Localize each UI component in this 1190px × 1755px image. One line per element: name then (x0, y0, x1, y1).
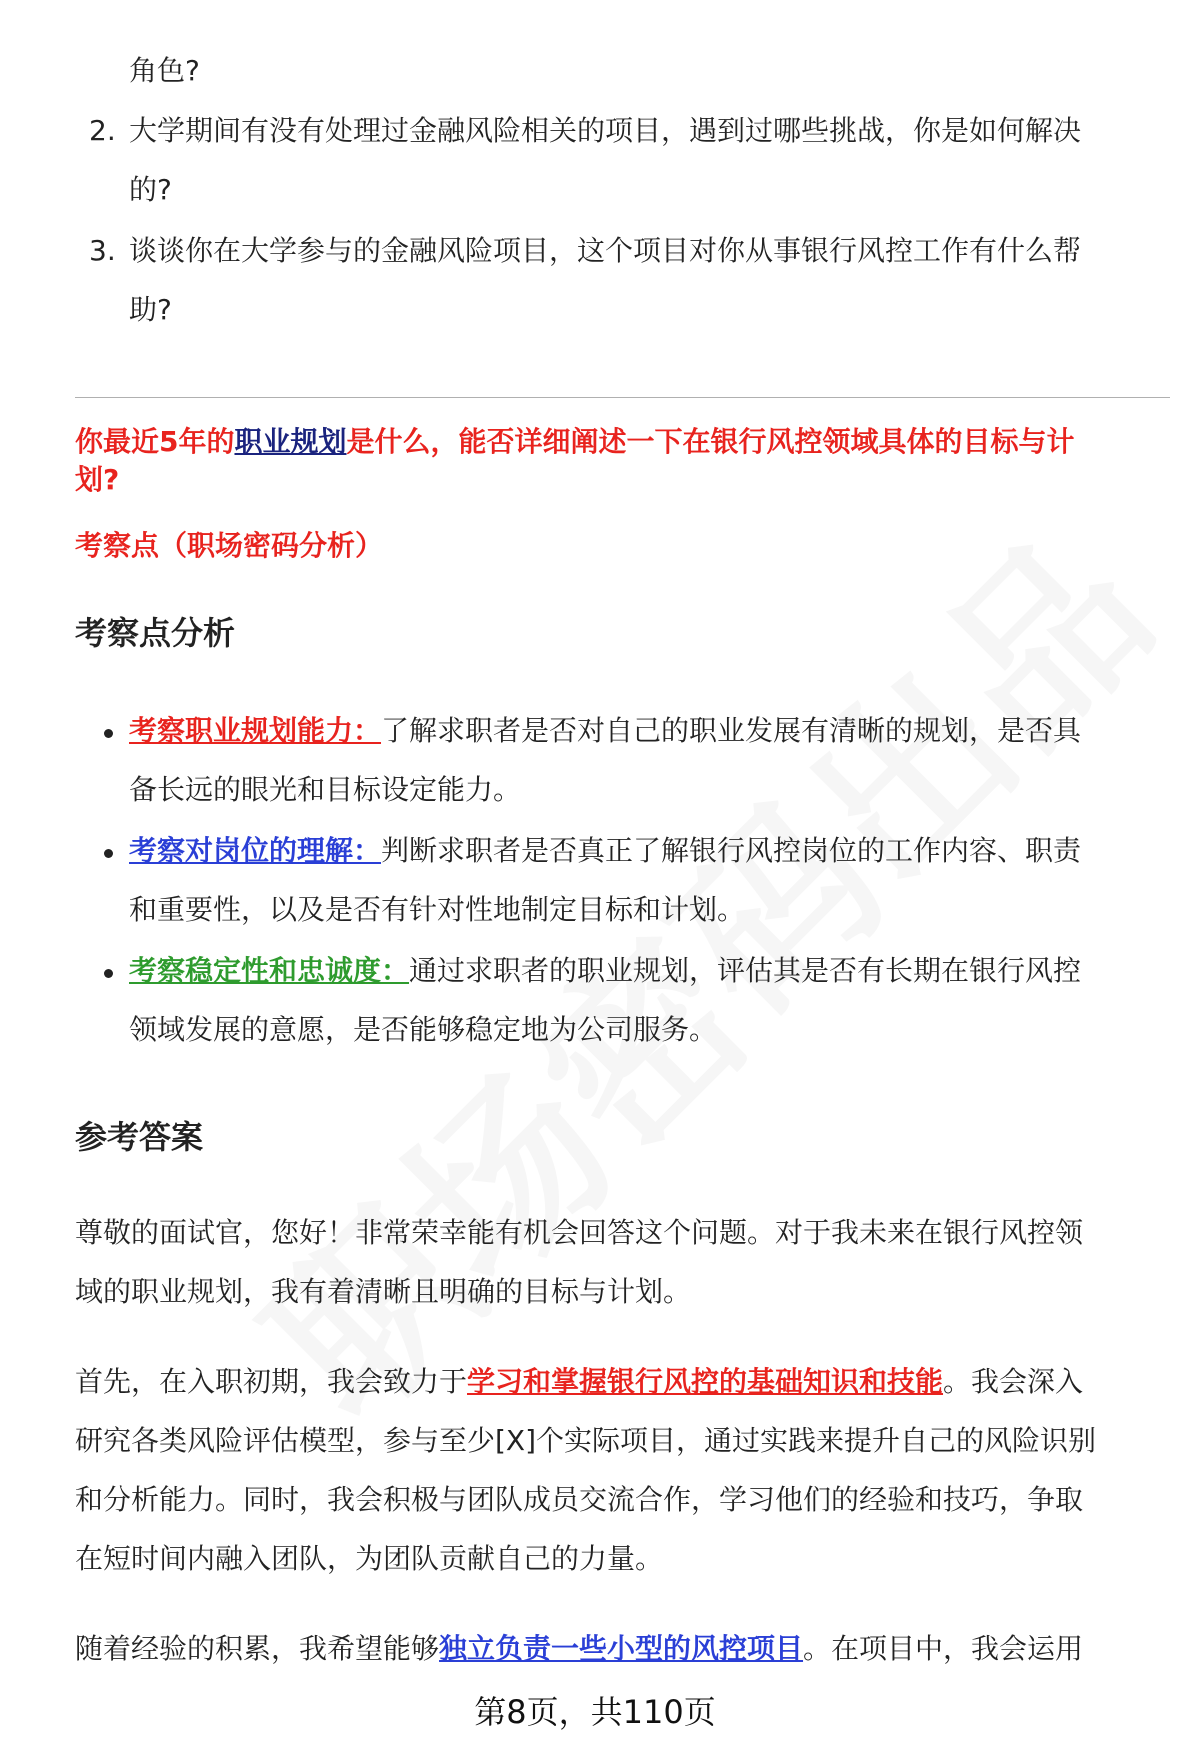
question-2-line1: 大学期间有没有处理过金融风险相关的项目，遇到过哪些挑战，你是如何解决 (129, 114, 1082, 147)
analysis-subtitle: 考察点（职场密码分析） (75, 529, 384, 562)
question-title-part1: 你最近5年的 (75, 425, 235, 458)
question-3-number: 3. (89, 234, 116, 267)
question-2-line2: 的? (129, 173, 172, 206)
bullet-dot (104, 729, 113, 738)
answer-p2-post: 。我会深入 (943, 1365, 1084, 1398)
analysis-item-1-line1 (129, 711, 1081, 751)
analysis-item-3-line1 (129, 951, 1081, 991)
question-title-highlight: 职业规划 (234, 425, 347, 458)
analysis-item-1-keyword: 考察职业规划能力： (129, 714, 382, 747)
analysis-item-1-line2: 备长远的眼光和目标设定能力。 (129, 773, 522, 806)
answer-p2-line1 (75, 1362, 1083, 1402)
question-1-tail: 角色? (129, 54, 200, 87)
bullet-dot (104, 969, 113, 978)
page-number: 第8页，共110页 (474, 1693, 716, 1731)
answer-p2-highlight: 学习和掌握银行风控的基础知识和技能 (467, 1365, 944, 1398)
bullet-dot (104, 849, 113, 858)
answer-p3-post: 。在项目中，我会运用 (803, 1632, 1084, 1665)
analysis-item-2-text: 判断求职者是否真正了解银行风控岗位的工作内容、职责 (381, 834, 1082, 867)
section-divider (75, 397, 1170, 398)
analysis-item-1-text: 了解求职者是否对自己的职业发展有清晰的规划，是否具 (381, 714, 1082, 747)
answer-p2-line2: 研究各类风险评估模型，参与至少[X]个实际项目，通过实践来提升自己的风险识别 (75, 1424, 1097, 1457)
analysis-item-2-keyword: 考察对岗位的理解： (129, 834, 382, 867)
answer-heading: 参考答案 (75, 1118, 204, 1156)
answer-p3-line1 (75, 1629, 1083, 1669)
answer-p2-line4: 在短时间内融入团队，为团队贡献自己的力量。 (75, 1542, 664, 1575)
answer-p3-pre: 随着经验的积累，我希望能够 (75, 1632, 440, 1665)
analysis-item-3-keyword: 考察稳定性和忠诚度： (129, 954, 410, 987)
question-title-part2: 是什么，能否详细阐述一下在银行风控领域具体的目标与计 (346, 425, 1075, 458)
analysis-heading: 考察点分析 (75, 614, 236, 652)
analysis-item-3-text: 通过求职者的职业规划，评估其是否有长期在银行风控 (409, 954, 1082, 987)
question-2-number: 2. (89, 114, 116, 147)
answer-p1-line1: 尊敬的面试官，您好！非常荣幸能有机会回答这个问题。对于我未来在银行风控领 (75, 1216, 1084, 1249)
answer-p3-highlight: 独立负责一些小型的风控项目 (439, 1632, 804, 1665)
answer-p1-line2: 域的职业规划，我有着清晰且明确的目标与计划。 (75, 1275, 692, 1308)
question-3-line2: 助? (129, 293, 172, 326)
analysis-item-3-line2: 领域发展的意愿，是否能够稳定地为公司服务。 (129, 1013, 718, 1046)
question-3-line1: 谈谈你在大学参与的金融风险项目，这个项目对你从事银行风控工作有什么帮 (129, 234, 1082, 267)
analysis-item-2-line2: 和重要性，以及是否有针对性地制定目标和计划。 (129, 893, 746, 926)
answer-p2-pre: 首先，在入职初期，我会致力于 (75, 1365, 468, 1398)
analysis-item-2-line1 (129, 831, 1081, 871)
question-title-line2: 划? (75, 463, 120, 496)
answer-p2-line3: 和分析能力。同时，我会积极与团队成员交流合作，学习他们的经验和技巧，争取 (75, 1483, 1084, 1516)
question-title (75, 423, 1075, 461)
